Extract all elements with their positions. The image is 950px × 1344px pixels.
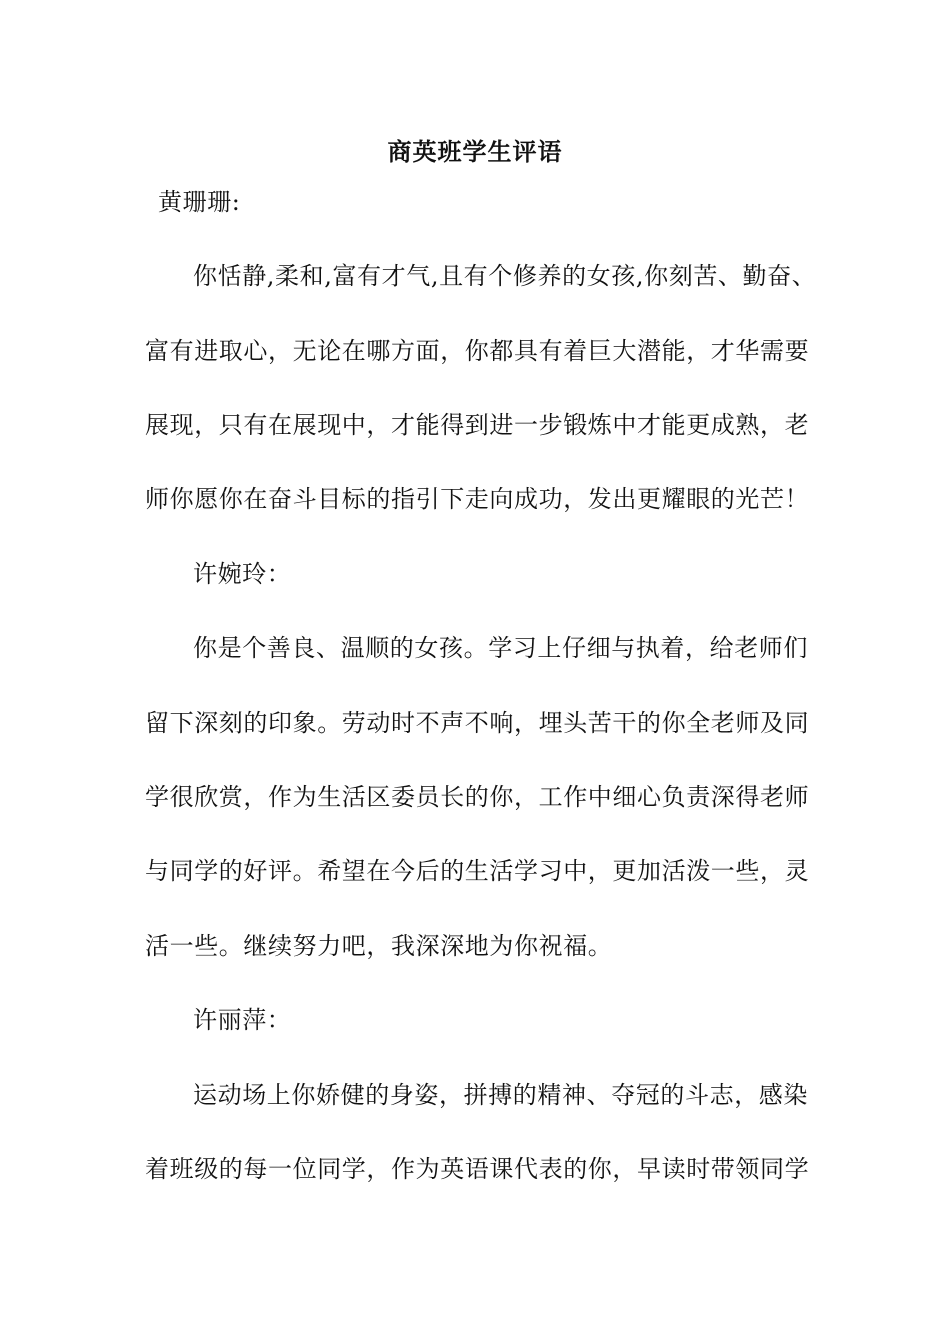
comment-line: 师你愿你在奋斗目标的指引下走向成功，发出更耀眼的光芒！ [145,485,810,513]
comment-line: 富有进取心，无论在哪方面，你都具有着巨大潜能，才华需要 [145,337,810,365]
student-name-huang: 黄珊珊: [158,188,241,216]
document-title: 商英班学生评语 [387,137,563,166]
comment-line: 活一些。继续努力吧，我深深地为你祝福。 [145,932,613,960]
student-name-xu-wanling: 许婉玲： [193,560,292,588]
comment-line: 展现，只有在展现中，才能得到进一步锻炼中才能更成熟，老 [145,411,810,439]
comment-line: 学很欣赏，作为生活区委员长的你，工作中细心负责深得老师 [145,783,810,811]
comment-line: 与同学的好评。希望在今后的生活学习中，更加活泼一些，灵 [145,857,810,885]
comment-line: 着班级的每一位同学，作为英语课代表的你，早读时带领同学 [145,1155,810,1183]
student-name-xu-liping: 许丽萍： [193,1006,292,1034]
comment-line: 运动场上你娇健的身姿，拼搏的精神、夺冠的斗志，感染 [193,1081,808,1109]
comment-line: 你恬静,柔和,富有才气,且有个修养的女孩,你刻苦、勤奋、 [193,262,817,290]
comment-line: 留下深刻的印象。劳动时不声不响，埋头苦干的你全老师及同 [145,709,810,737]
comment-line: 你是个善良、温顺的女孩。学习上仔细与执着，给老师们 [193,634,808,662]
